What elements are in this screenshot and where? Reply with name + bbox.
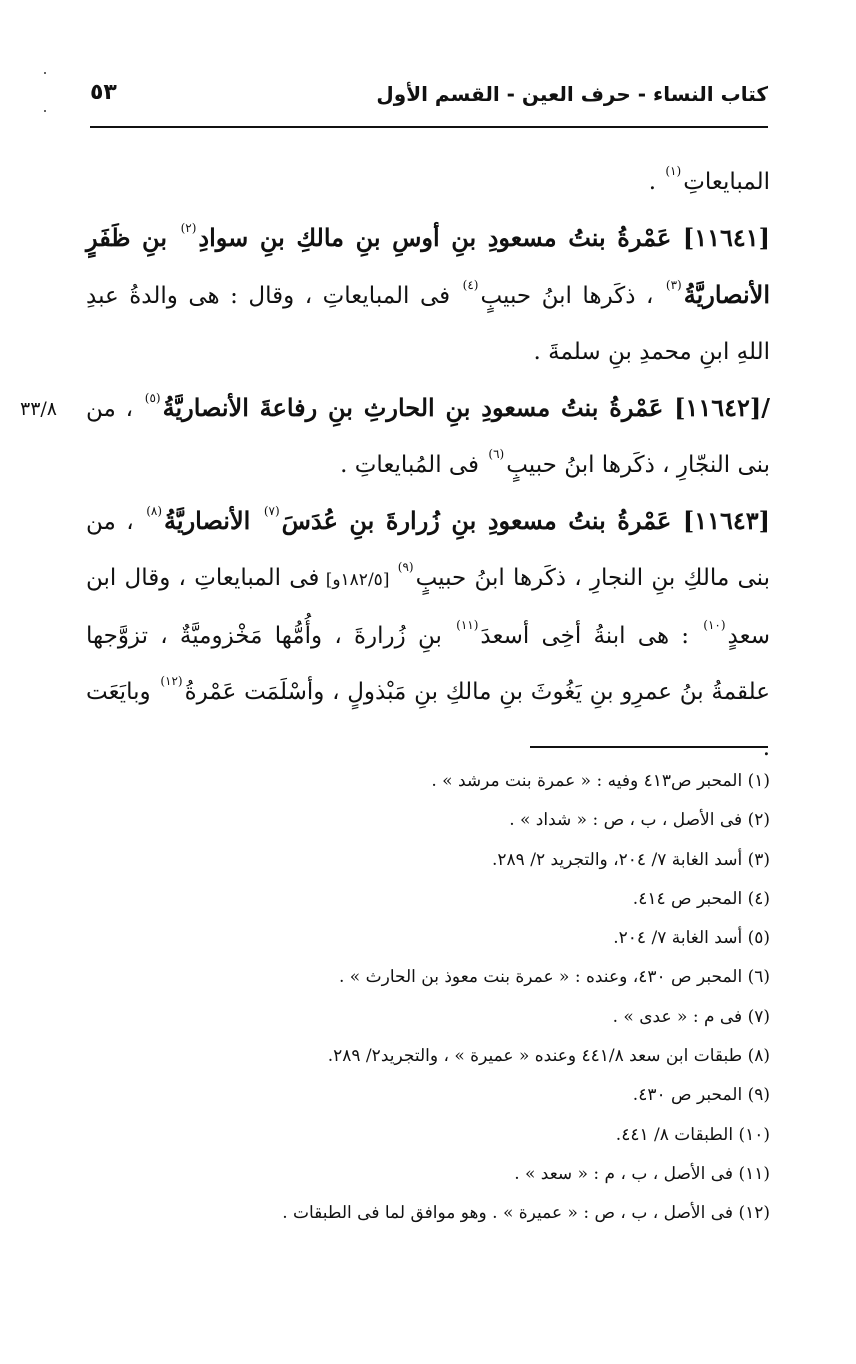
paragraph-text: المبايعاتِ xyxy=(683,169,770,195)
folio-reference: [١٨٢/٥و] xyxy=(319,570,396,590)
footnote-ref: (١٢) xyxy=(160,674,183,688)
scan-speck xyxy=(44,110,46,112)
footnote: (٤) المحبر ص ٤١٤. xyxy=(632,888,770,909)
running-title: كتاب النساء - حرف العين - القسم الأول xyxy=(376,82,768,106)
footnote-rule xyxy=(530,746,768,748)
footnote-ref: (٤) xyxy=(462,278,479,292)
footnote: (١٢) فى الأصل ، ب ، ص : « عميرة » . وهو موافق لما فى الطبقات . xyxy=(282,1203,770,1224)
page-number: ٥٣ xyxy=(90,80,117,105)
entry-heading: [١١٦٤٢] عَمْرةُ بنتُ مسعودِ بنِ الحارثِ بنِ رفاعةَ الأنصاريَّةُ xyxy=(162,393,762,422)
folio-slash: / xyxy=(761,393,770,422)
scan-speck xyxy=(44,72,46,74)
entry-heading: الأنصاريَّةُ xyxy=(164,506,262,535)
entry-heading: [١١٦٤٣] عَمْرةُ بنتُ مسعودِ بنِ زُرارةَ بنِ عُدَسَ xyxy=(281,506,770,535)
footnotes xyxy=(86,762,770,1234)
footnote: (٣) أسد الغابة ٧/ ٢٠٤، والتجريد ٢/ ٢٨٩. xyxy=(492,849,770,870)
footnote: (٥) أسد الغابة ٧/ ٢٠٤. xyxy=(613,928,770,949)
entry-text: فى المُبايعاتِ . xyxy=(340,452,487,478)
footnote: (٦) المحبر ص ٤٣٠، وعنده : « عمرة بنت معوذ بن الحارث » . xyxy=(339,967,770,988)
entry-text: فى المبايعاتِ ، وقال : هى والدةُ عبدِ اللهِ ابنِ محمدِ بنِ سلمةَ . xyxy=(86,283,770,365)
entry-11643 xyxy=(86,493,770,776)
entry-text: وبايَعَت . xyxy=(86,679,770,761)
entry-text: ، من بنى مالكِ بنِ النجارِ ، ذكَرها ابنُ حبيبٍ xyxy=(86,509,770,591)
entry-text: ، ذكَرها ابنُ حبيبٍ xyxy=(480,283,664,309)
footnote-ref: (٣) xyxy=(665,278,682,292)
header-rule xyxy=(90,126,768,128)
entry-11642 xyxy=(86,380,770,493)
footnote-ref: (٥) xyxy=(144,391,161,405)
entry-text: فى المبايعاتِ ، وقال ابن سعدٍ xyxy=(86,565,770,649)
footnote-ref: (٨) xyxy=(146,504,163,518)
footnote: (٧) فى م : « عدى » . xyxy=(612,1006,770,1027)
body-text xyxy=(86,154,770,776)
entry-text: : هى ابنةُ أخِى أسعدَ xyxy=(480,623,702,649)
entry-heading: [١١٦٤١] عَمْرةُ بنتُ مسعودِ بنِ أوسِ بنِ مالكِ بنِ سوادِ xyxy=(198,223,770,252)
footnote: (٢) فى الأصل ، ب ، ص : « شداد » . xyxy=(509,810,770,831)
entry-text: بنِ زُرارةَ ، وأُمُّها مَخْزوميَّةٌ ، تزوَّجها علقمةُ بنُ عمرِو بنِ يَغُوثَ بنِ مالكِ بنِ مَبْذولٍ ، وأسْلَمَت عَمْرةُ xyxy=(86,623,770,705)
paragraph-text: . xyxy=(648,169,664,195)
margin-note: ٣٣/٨ xyxy=(20,398,58,420)
footnote-ref: (١٠) xyxy=(703,618,726,632)
entry-heading: بنِ ظَفَرٍ الأنصاريَّةُ xyxy=(86,223,770,309)
paragraph-continuation xyxy=(86,154,770,210)
footnote-ref: (٢) xyxy=(180,221,197,235)
footnote: (١) المحبر ص٤١٣ وفيه : « عمرة بنت مرشد » . xyxy=(431,771,770,791)
footnote: (١١) فى الأصل ، ب ، م : « سعد » . xyxy=(514,1163,770,1184)
footnote-ref: (١) xyxy=(665,164,682,178)
footnote-ref: (٦) xyxy=(488,447,505,461)
footnote: (٨) طبقات ابن سعد ٤٤١/٨ وعنده « عميرة » ، والتجريد٢/ ٢٨٩. xyxy=(327,1046,770,1067)
entry-text: ، من بنى النجّارِ ، ذكَرها ابنُ حبيبٍ xyxy=(86,396,770,478)
page-header xyxy=(90,78,768,118)
footnote: (٩) المحبر ص ٤٣٠. xyxy=(632,1085,770,1106)
footnote: (١٠) الطبقات ٨/ ٤٤١. xyxy=(615,1124,770,1145)
footnote-ref: (٧) xyxy=(263,504,280,518)
footnote-ref: (١١) xyxy=(456,618,479,632)
footnote-ref: (٩) xyxy=(397,560,414,574)
entry-11641 xyxy=(86,210,770,380)
